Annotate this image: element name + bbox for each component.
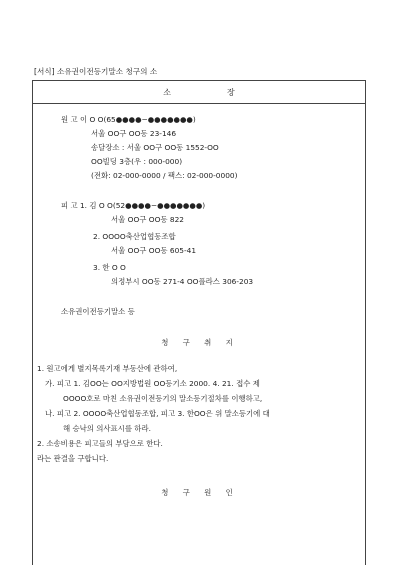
case-name: 소유권이전등기말소 등	[61, 307, 135, 316]
defendant-2-name: 2. OOOO축산업협동조합	[93, 232, 176, 241]
defendant-1-name: 피 고 1. 김 O O(52●●●●−●●●●●●●)	[61, 201, 206, 210]
plaintiff-address: 서울 OO구 OO동 23-146	[91, 129, 177, 138]
claim-line: 2. 소송비용은 피고들의 부담으로 한다.	[37, 439, 163, 448]
plaintiff-building: OO빌딩 3층(우 : 000-000)	[91, 157, 183, 166]
claim-line: 라는 판결을 구합니다.	[37, 454, 109, 463]
defendant-3-name: 3. 한 O O	[93, 263, 126, 272]
claim-purpose-heading: 청 구 취 지	[161, 338, 239, 347]
claim-line: 해 승낙의 의사표시를 하라.	[63, 424, 151, 433]
plaintiff-contact: (전화: 02-000-0000 / 팩스: 02-000-0000)	[91, 171, 238, 180]
document-title	[33, 81, 365, 104]
form-caption: [서식] 소유권이전등기말소 청구의 소	[34, 67, 158, 76]
claim-line: 가. 피고 1. 김OO는 OO지방법원 OO등기소 2000. 4. 21. 접수 제	[45, 379, 260, 388]
defendant-3-address: 의정부시 OO동 271-4 OO플라스 306-203	[111, 277, 254, 286]
defendant-1-address: 서울 OO구 OO동 822	[111, 215, 184, 224]
defendant-2-address: 서울 OO구 OO동 605-41	[111, 246, 197, 255]
title-char-2: 장	[227, 87, 235, 97]
title-char-1: 소	[163, 87, 171, 97]
claim-line: OOOO호로 마친 소유권이전등기의 말소등기절차를 이행하고,	[63, 394, 263, 403]
claim-line: 나. 피고 2. OOOO축산업협동조합, 피고 3. 한OO은 위 말소등기에 대	[45, 409, 270, 418]
complaint-frame	[32, 80, 366, 565]
claim-line: 1. 원고에게 별지목록기재 부동산에 관하여,	[37, 364, 178, 373]
plaintiff-name: 원 고 이 O O(65●●●●−●●●●●●●)	[61, 115, 196, 124]
plaintiff-service-place: 송달장소 : 서울 OO구 OO동 1552-OO	[91, 143, 219, 152]
claim-cause-heading: 청 구 원 인	[161, 488, 239, 497]
